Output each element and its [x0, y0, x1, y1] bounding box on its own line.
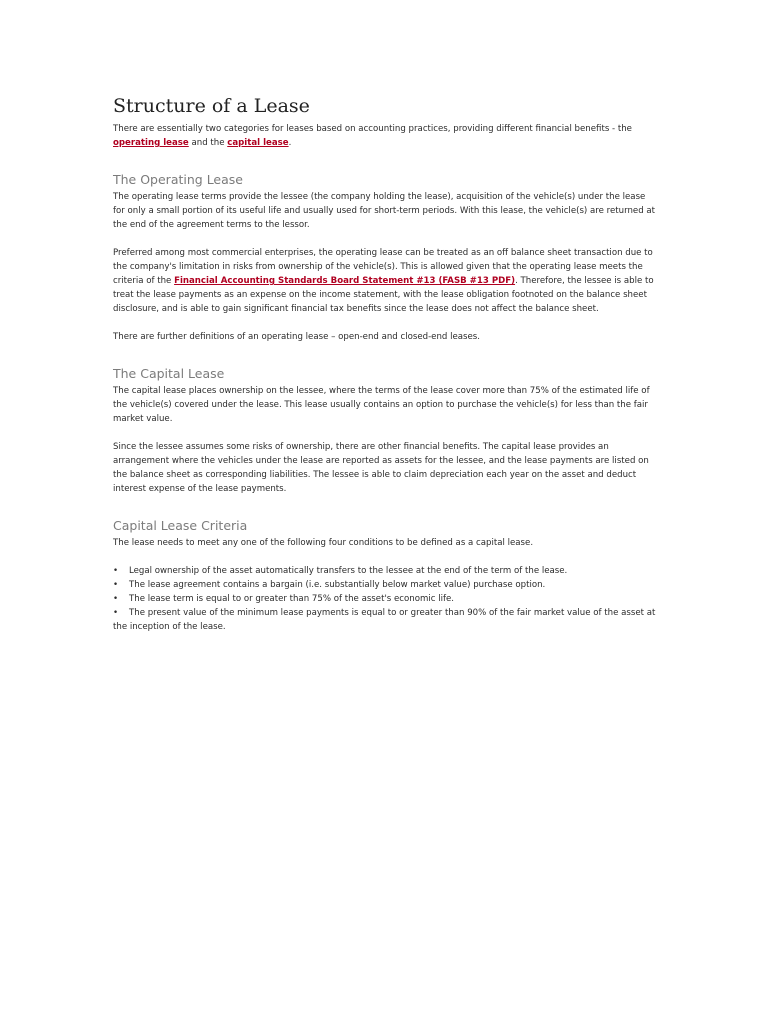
- operating-paragraph-3: There are further definitions of an operating lease – open-end and closed-end leases.: [113, 332, 481, 342]
- list-item-text: The lease agreement contains a bargain (i.e. substantially below market value) purchase option.: [129, 580, 546, 590]
- operating-lease-link[interactable]: operating lease: [113, 138, 189, 148]
- list-item-text: Legal ownership of the asset automatically transfers to the lessee at the end of the term of the lease.: [129, 566, 568, 576]
- operating-p2-after: . Therefore, the lessee is able to treat the lease payments as an expense on the income statement, with the lease obligation footnoted on the balance sheet disclosure, and is able to gain significant financial tax benefits since the lease does not affect the balance sheet.: [113, 276, 654, 314]
- intro-text-after: .: [288, 138, 292, 148]
- bullet-icon: •: [113, 608, 119, 618]
- intro-text-before: There are essentially two categories for leases based on accounting practices, providing different financial benefits - the: [113, 124, 632, 134]
- operating-p2-before: Preferred among most commercial enterprises, the operating lease can be treated as an off balance sheet transaction due to the company's limitation in risks from ownership of the vehicle(s). This is allowed given that the operating lease meets the criteria of the: [113, 248, 653, 286]
- intro-paragraph: [113, 122, 658, 150]
- bullet-icon: •: [113, 580, 119, 590]
- operating-paragraph-2: [113, 246, 658, 316]
- capital-paragraph-1: The capital lease places ownership on the lessee, where the terms of the lease cover more than 75% of the estimated life of the vehicle(s) covered under the lease. This lease usually contains an option to purchase the vehicle(s) for less than the fair market value.: [113, 386, 650, 424]
- capital-paragraph-2: Since the lessee assumes some risks of ownership, there are other financial benefits. The capital lease provides an arrangement where the vehicles under the lease are reported as assets for the lessee, and the lease payments are listed on the balance sheet as corresponding liabilities. The lessee is able to claim depreciation each year on the asset and deduct interest expense of the lease payments.: [113, 442, 649, 494]
- capital-lease-heading: The Capital Lease: [113, 366, 225, 381]
- list-item-text: The lease term is equal to or greater than 75% of the asset's economic life.: [129, 594, 455, 604]
- bullet-icon: •: [113, 594, 119, 604]
- operating-lease-heading: The Operating Lease: [113, 172, 243, 187]
- list-item-text: The present value of the minimum lease payments is equal to or greater than 90% of the fair market value of the asset at the inception of the lease.: [113, 608, 656, 632]
- criteria-intro: The lease needs to meet any one of the following four conditions to be defined as a capital lease.: [113, 538, 534, 548]
- list-item: [113, 564, 658, 578]
- capital-lease-link[interactable]: capital lease: [227, 138, 289, 148]
- intro-text-middle: and the: [188, 138, 228, 148]
- list-item: [113, 606, 658, 634]
- criteria-list: [113, 564, 658, 634]
- bullet-icon: •: [113, 566, 119, 576]
- list-item: [113, 592, 658, 606]
- fasb-statement-link[interactable]: Financial Accounting Standards Board Statement #13 (FASB #13 PDF): [174, 276, 516, 286]
- page-title: Structure of a Lease: [113, 95, 310, 117]
- document-page: [113, 94, 658, 634]
- capital-criteria-heading: Capital Lease Criteria: [113, 518, 248, 533]
- operating-paragraph-1: The operating lease terms provide the lessee (the company holding the lease), acquisition of the vehicle(s) under the lease for only a small portion of its useful life and usually used for short-term periods. With this lease, the vehicle(s) are returned at the end of the agreement terms to the lessor.: [113, 192, 656, 230]
- list-item: [113, 578, 658, 592]
